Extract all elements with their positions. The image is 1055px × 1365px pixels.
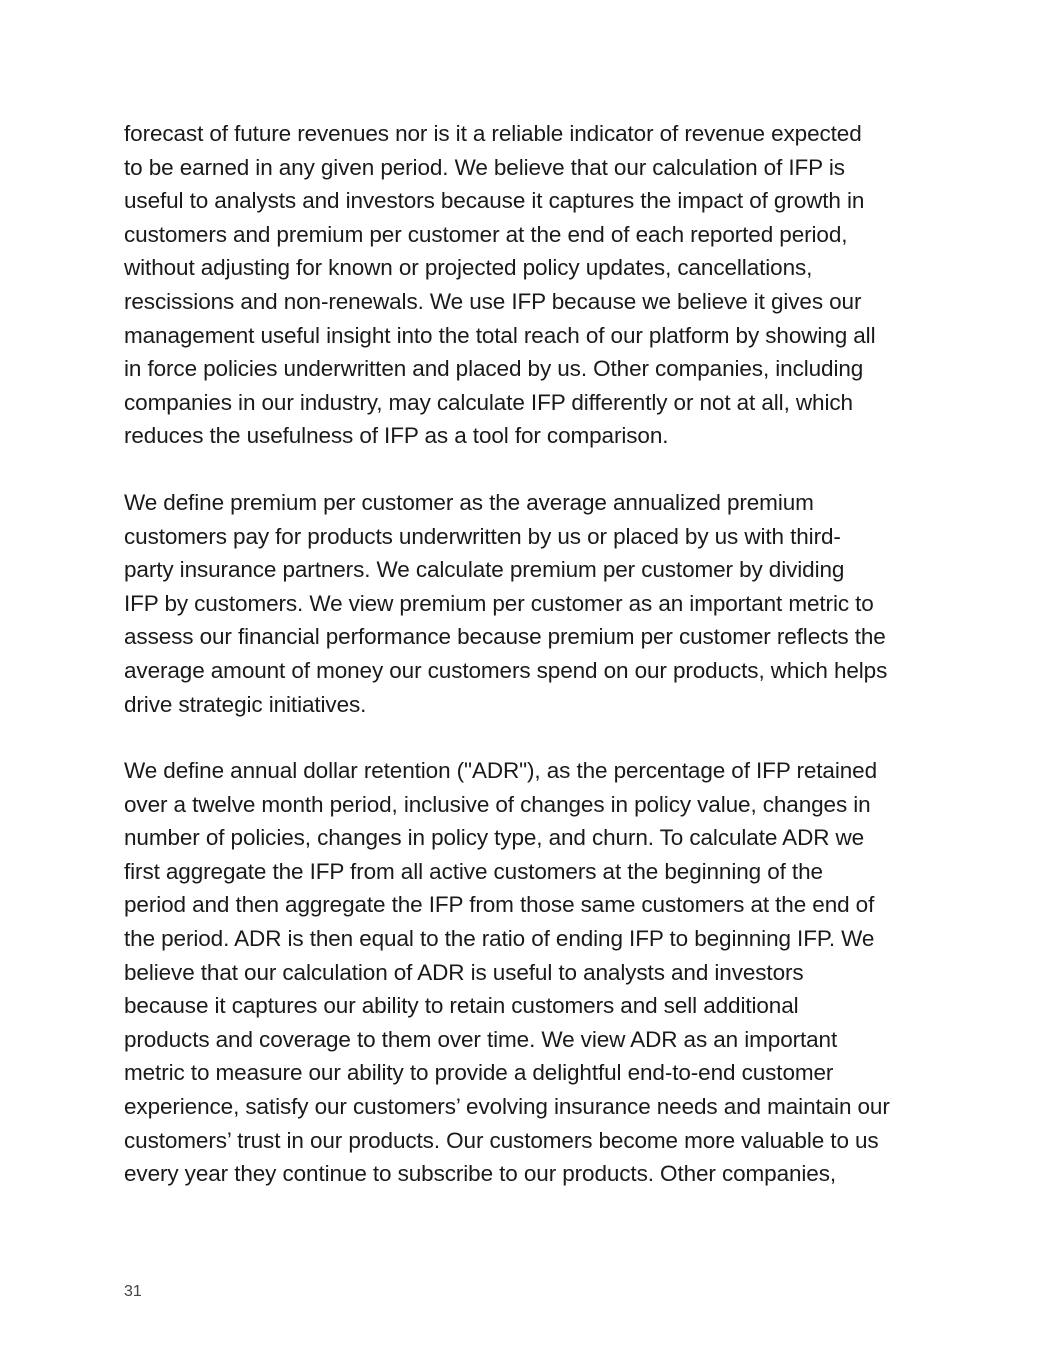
text-line: because it captures our ability to retain customers and sell additional xyxy=(124,993,799,1019)
text-line: metric to measure our ability to provide a delightful end-to-end customer xyxy=(124,1060,834,1086)
text-line: drive strategic initiatives. xyxy=(124,691,367,717)
text-line: period and then aggregate the IFP from those same customers at the end of xyxy=(124,892,875,918)
text-line: assess our financial performance because premium per customer reflects the xyxy=(124,624,886,650)
document-body xyxy=(124,117,936,1191)
text-line: rescissions and non-renewals. We use IFP because we believe it gives our xyxy=(124,288,862,314)
text-line: customers and premium per customer at the end of each reported period, xyxy=(124,221,848,247)
text-line: customers’ trust in our products. Our customers become more valuable to us xyxy=(124,1127,879,1153)
text-line: without adjusting for known or projected policy updates, cancellations, xyxy=(124,255,813,281)
text-line: products and coverage to them over time. We view ADR as an important xyxy=(124,1026,838,1052)
text-line: IFP by customers. We view premium per customer as an important metric to xyxy=(124,590,874,616)
text-line: over a twelve month period, inclusive of changes in policy value, changes in xyxy=(124,791,871,817)
text-line: first aggregate the IFP from all active customers at the beginning of the xyxy=(124,858,823,884)
text-line: number of policies, changes in policy type, and churn. To calculate ADR we xyxy=(124,825,865,851)
text-line: reduces the usefulness of IFP as a tool for comparison. xyxy=(124,423,669,449)
text-line: the period. ADR is then equal to the ratio of ending IFP to beginning IFP. We xyxy=(124,926,875,952)
text-line: We define annual dollar retention ("ADR"), as the percentage of IFP retained xyxy=(124,758,877,784)
paragraph-annual-dollar-retention xyxy=(124,754,936,1191)
text-line: forecast of future revenues nor is it a reliable indicator of revenue expected xyxy=(124,121,862,146)
text-line: useful to analysts and investors because it captures the impact of growth in xyxy=(124,188,865,214)
text-line: companies in our industry, may calculate IFP differently or not at all, which xyxy=(124,389,853,415)
text-line: every year they continue to subscribe to our products. Other companies, xyxy=(124,1161,837,1187)
text-line: customers pay for products underwritten by us or placed by us with third- xyxy=(124,523,841,549)
text-line: average amount of money our customers spend on our products, which helps xyxy=(124,657,888,683)
page-number: 31 xyxy=(124,1283,142,1300)
paragraph-premium-per-customer xyxy=(124,486,936,721)
text-line: to be earned in any given period. We believe that our calculation of IFP is xyxy=(124,154,845,180)
text-line: believe that our calculation of ADR is useful to analysts and investors xyxy=(124,959,804,985)
text-line: We define premium per customer as the average annualized premium xyxy=(124,489,814,515)
text-line: in force policies underwritten and placed by us. Other companies, including xyxy=(124,356,864,382)
text-line: party insurance partners. We calculate premium per customer by dividing xyxy=(124,557,845,583)
text-line: management useful insight into the total reach of our platform by showing all xyxy=(124,322,876,348)
text-line: experience, satisfy our customers’ evolving insurance needs and maintain our xyxy=(124,1094,890,1120)
paragraph-ifp-usefulness xyxy=(124,117,936,453)
